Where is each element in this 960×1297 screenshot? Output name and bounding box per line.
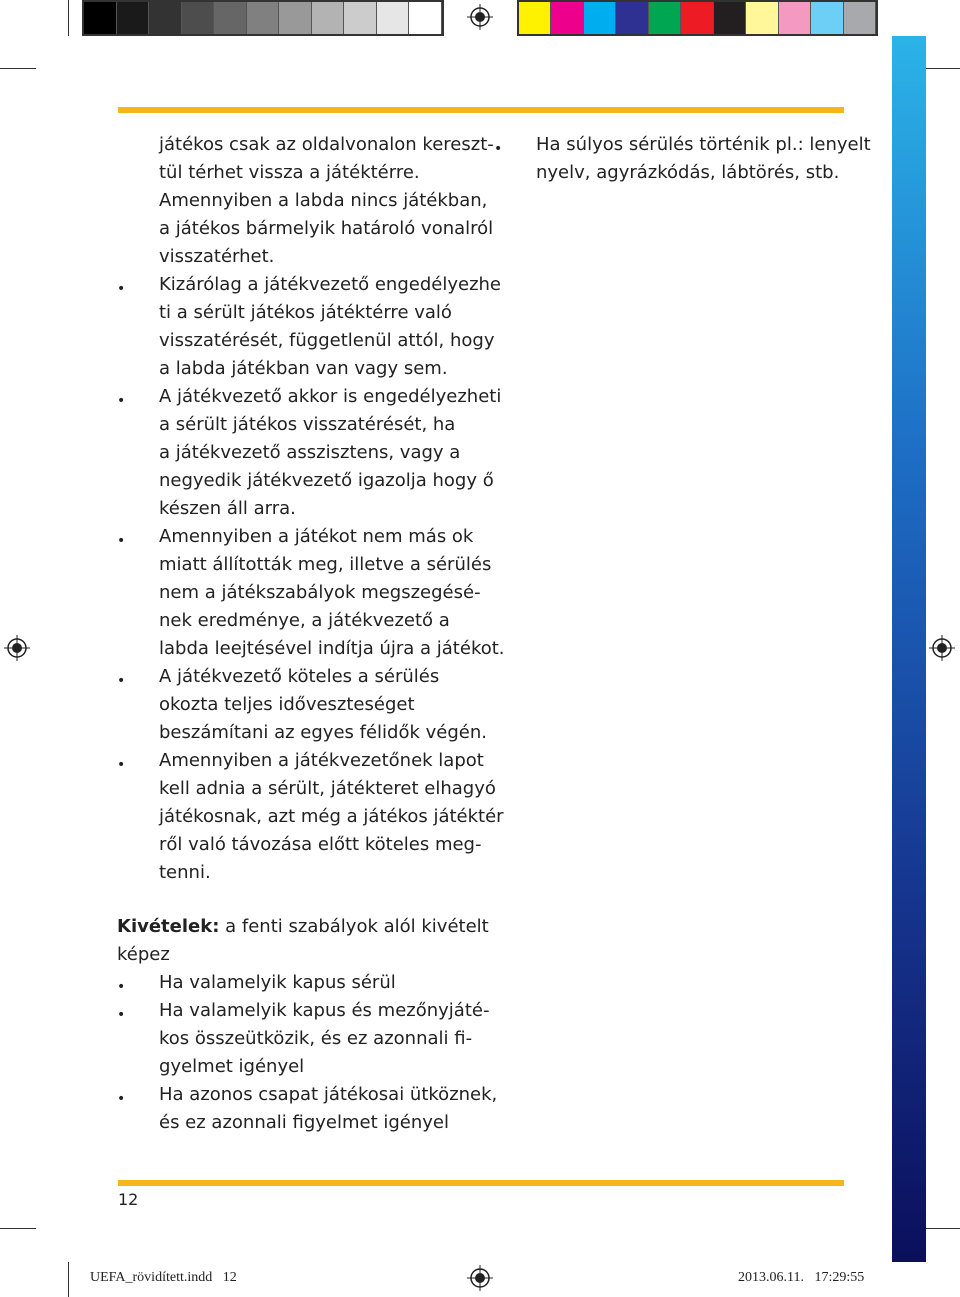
exceptions-label: Kivételek:: [117, 916, 220, 937]
bullet-marker: •: [117, 533, 126, 549]
text-line: nem a játékszabályok megszegésé-: [159, 582, 481, 603]
text-line: visszatérését, függetlenül attól, hogy: [159, 330, 495, 351]
text-line: tenni.: [159, 862, 211, 883]
bullet-marker: •: [117, 393, 126, 409]
text-line: gyelmet igényel: [159, 1056, 305, 1077]
text-line: nek eredménye, a játékvezető a: [159, 610, 450, 631]
bullet-marker: •: [494, 141, 503, 157]
color-swatch: [649, 2, 681, 34]
bullet-marker: •: [117, 1091, 126, 1107]
exceptions-text: a fenti szabályok alól kivételt: [219, 916, 489, 937]
crop-mark: [0, 68, 36, 69]
footer-datetime: 2013.06.11. 17:29:55: [738, 1270, 865, 1285]
color-swatch: [247, 2, 280, 34]
color-swatch: [182, 2, 215, 34]
text-line: Ha súlyos sérülés történik pl.: lenyelt: [536, 134, 871, 155]
text-line: Amennyiben a játékot nem más ok: [159, 526, 474, 547]
crop-mark: [0, 1228, 36, 1229]
crosshair-registration-icon: [929, 635, 955, 661]
text-line: kos összeütközik, és ez azonnali fi-: [159, 1028, 473, 1049]
text-line: A játékvezető köteles a sérülés: [159, 666, 440, 687]
text-line: Amennyiben a labda nincs játékban,: [159, 190, 488, 211]
color-swatch: [746, 2, 778, 34]
crosshair-registration-icon: [4, 635, 30, 661]
text-line: labda leejtésével indítja újra a játékot.: [159, 638, 505, 659]
text-line: miatt állították meg, illetve a sérülés: [159, 554, 492, 575]
text-line: negyedik játékvezető igazolja hogy ő: [159, 470, 494, 491]
crosshair-registration-icon: [467, 1265, 493, 1291]
footer-file-info: UEFA_rövidített.indd 12: [90, 1270, 237, 1285]
bullet-marker: •: [117, 673, 126, 689]
text-line: ről való távozása előtt köteles meg-: [159, 834, 482, 855]
text-line: a labda játékban van vagy sem.: [159, 358, 448, 379]
text-line: tül térhet vissza a játéktérre.: [159, 162, 420, 183]
text-line: Amennyiben a játékvezetőnek lapot: [159, 750, 484, 771]
text-line: nyelv, agyrázkódás, lábtörés, stb.: [536, 162, 840, 183]
text-line: Ha valamelyik kapus sérül: [159, 972, 396, 993]
color-swatch: [117, 2, 150, 34]
text-line: okozta teljes időveszteséget: [159, 694, 415, 715]
color-swatch: [214, 2, 247, 34]
text-line: visszatérhet.: [159, 246, 275, 267]
color-swatch: [312, 2, 345, 34]
bullet-marker: •: [117, 979, 126, 995]
bullet-marker: •: [117, 757, 126, 773]
process-color-bar: [517, 0, 878, 36]
color-swatch: [519, 2, 551, 34]
color-swatch: [844, 2, 876, 34]
crop-mark: [68, 1262, 69, 1297]
color-swatch: [616, 2, 648, 34]
text-line: beszámítani az egyes félidők végén.: [159, 722, 487, 743]
text-line: a sérült játékos visszatérését, ha: [159, 414, 456, 435]
text-line: játékosnak, azt még a játékos játéktér: [159, 806, 504, 827]
text-line: képez: [117, 944, 170, 965]
color-swatch: [149, 2, 182, 34]
color-swatch: [584, 2, 616, 34]
color-swatch: [779, 2, 811, 34]
color-swatch: [377, 2, 410, 34]
exceptions-heading: [117, 913, 489, 941]
text-line: A játékvezető akkor is engedélyezheti: [159, 386, 502, 407]
text-line: a játékvezető asszisztens, vagy a: [159, 442, 461, 463]
page-number: 12: [118, 1190, 139, 1209]
color-swatch: [714, 2, 746, 34]
color-swatch: [279, 2, 312, 34]
color-swatch: [811, 2, 843, 34]
bullet-marker: •: [117, 1007, 126, 1023]
page-edge-color-band: [892, 36, 926, 1262]
text-line: Ha valamelyik kapus és mezőnyjáté-: [159, 1000, 490, 1021]
text-line: készen áll arra.: [159, 498, 296, 519]
text-line: ti a sérült játékos játéktérre való: [159, 302, 452, 323]
text-line: a játékos bármelyik határoló vonalról: [159, 218, 494, 239]
text-line: és ez azonnali figyelmet igényel: [159, 1112, 449, 1133]
bullet-marker: •: [117, 281, 126, 297]
text-line: játékos csak az oldalvonalon kereszt-: [159, 134, 494, 155]
grayscale-color-bar: [82, 0, 444, 36]
text-line: Ha azonos csapat játékosai ütköznek,: [159, 1084, 498, 1105]
crop-mark: [924, 1228, 960, 1229]
crop-mark: [924, 68, 960, 69]
color-swatch: [84, 2, 117, 34]
bottom-rule: [118, 1180, 844, 1186]
top-rule: [118, 107, 844, 113]
color-swatch: [344, 2, 377, 34]
color-swatch: [551, 2, 583, 34]
crop-mark: [68, 0, 69, 36]
crosshair-registration-icon: [467, 4, 493, 30]
color-swatch: [409, 2, 442, 34]
color-swatch: [681, 2, 713, 34]
text-line: Kizárólag a játékvezető engedélyezhe: [159, 274, 501, 295]
text-line: kell adnia a sérült, játékteret elhagyó: [159, 778, 496, 799]
